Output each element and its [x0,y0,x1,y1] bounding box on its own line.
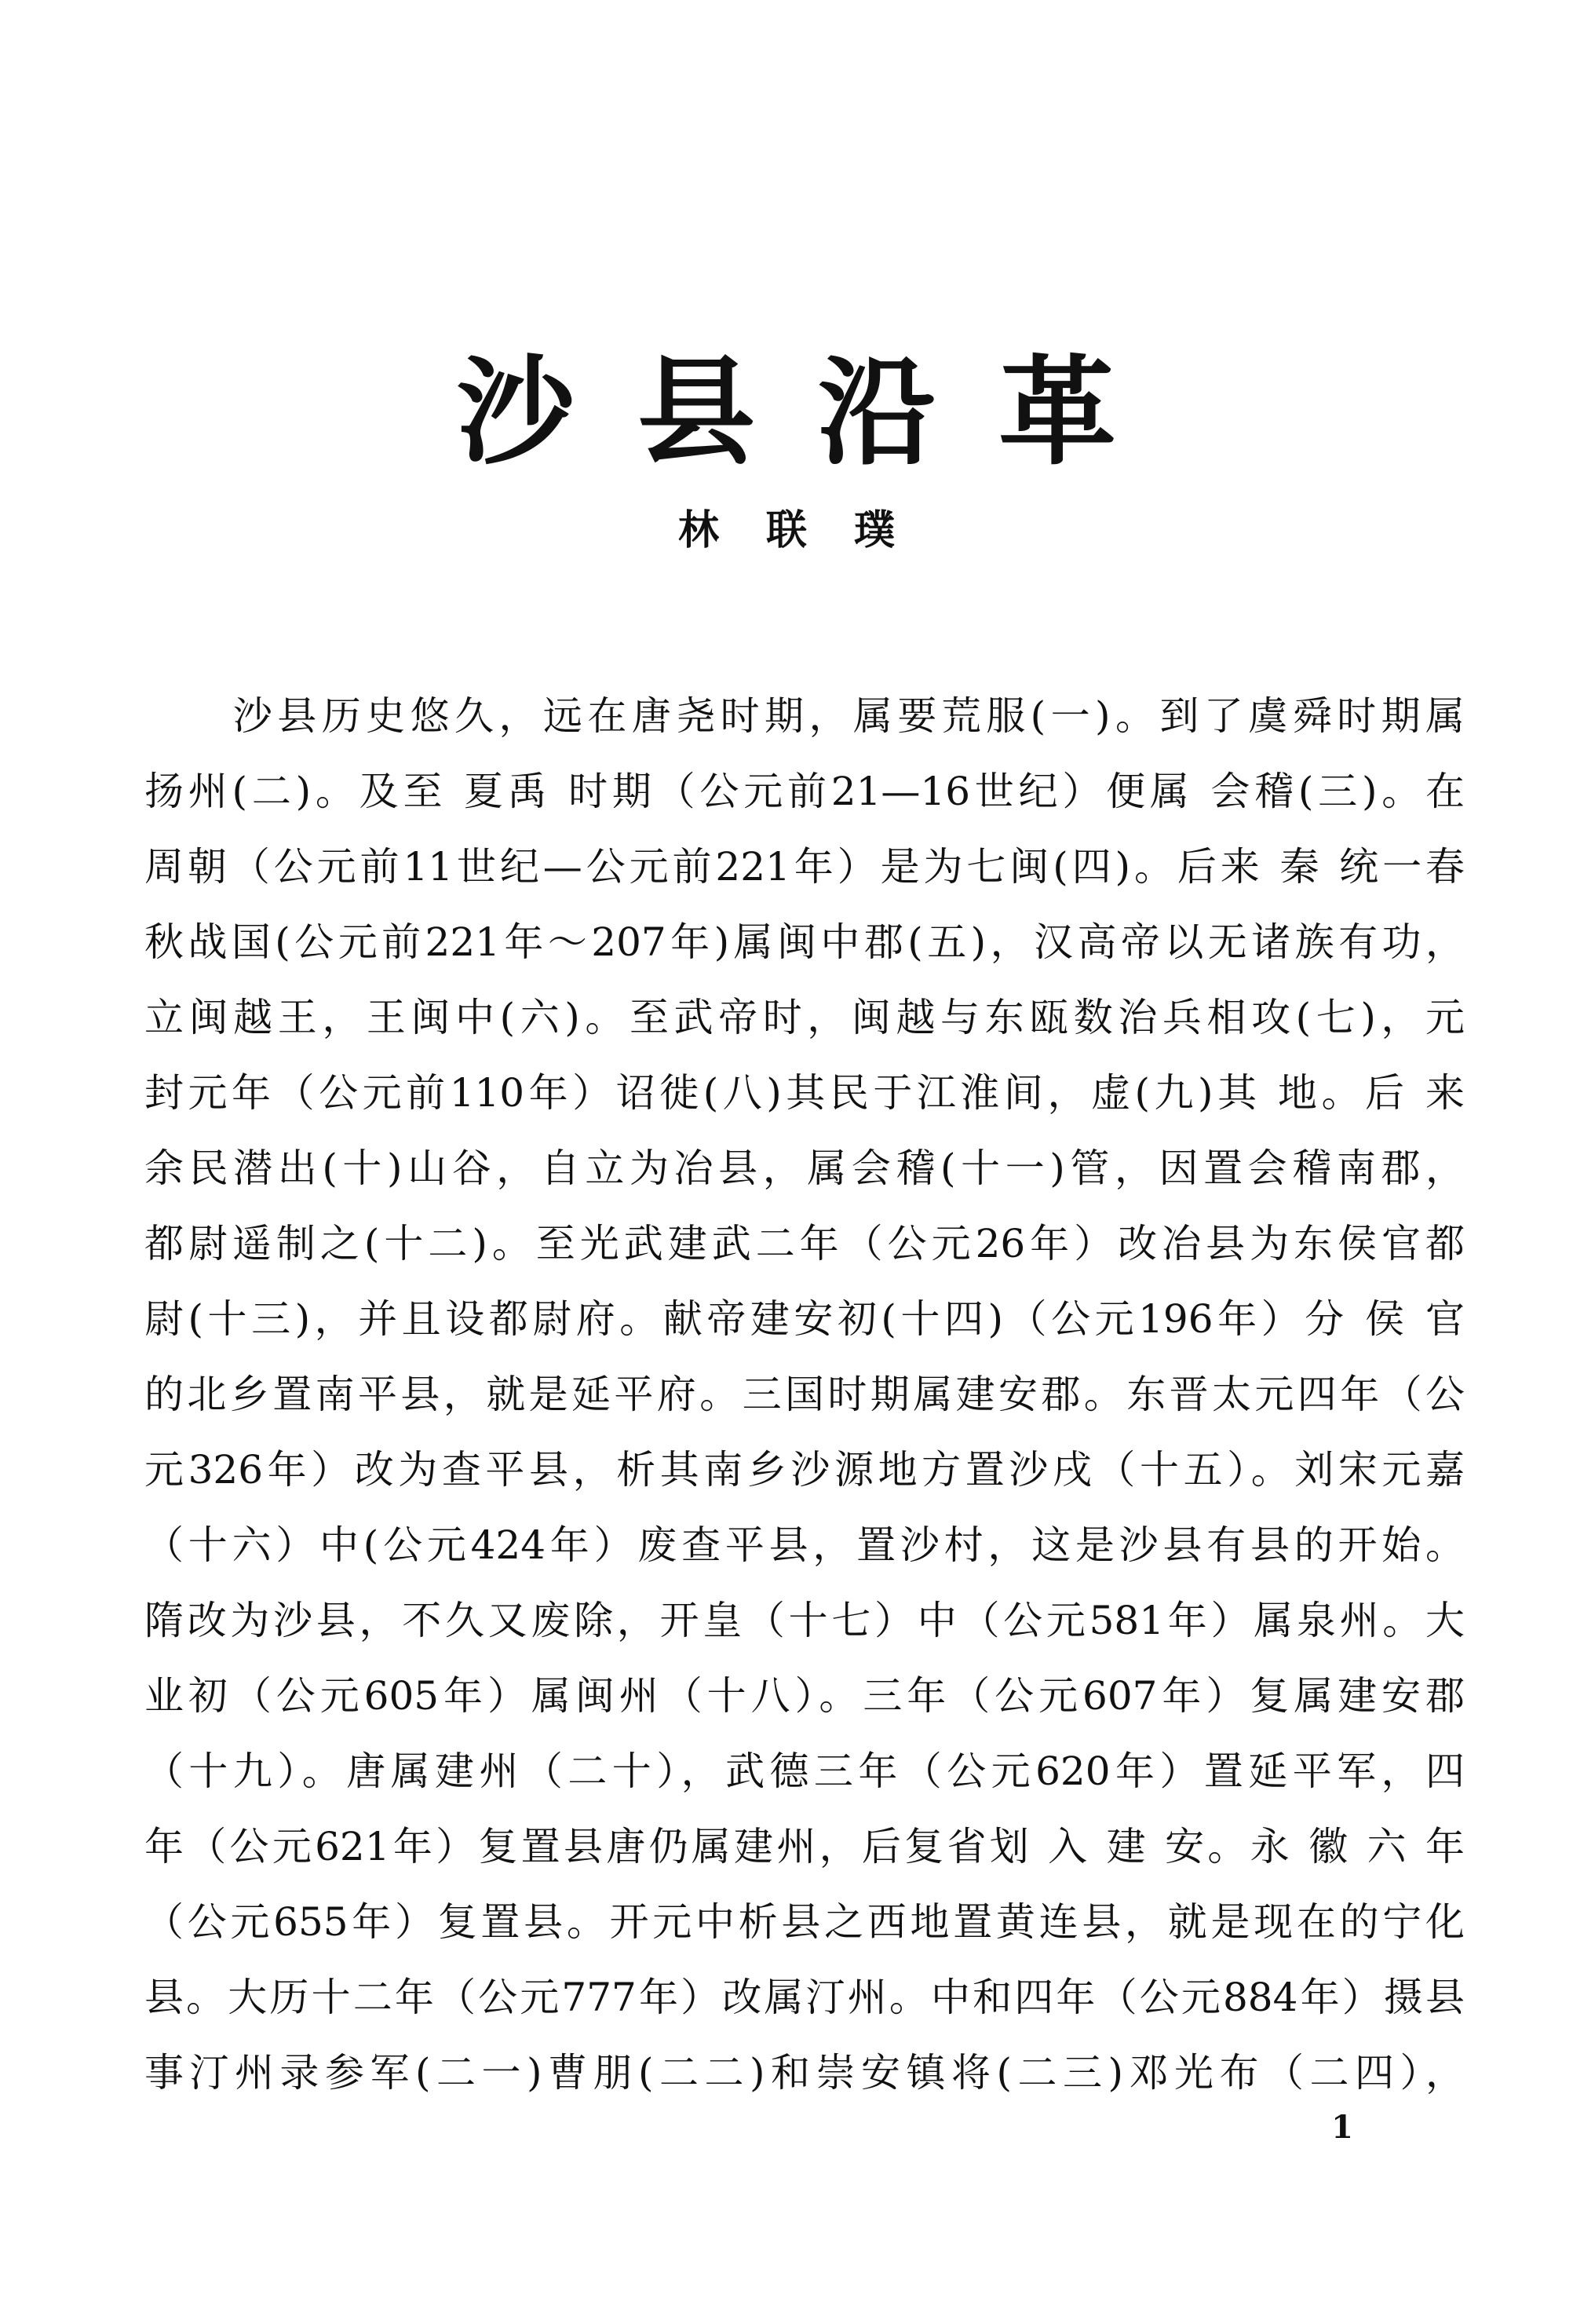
body-text [144,678,1465,2110]
body-line: （公元655年）复置县。开元中析县之西地置黄连县，就是现在的宁化 [144,1899,1465,1945]
body-line: 余民潜出(十)山谷，自立为冶县，属会稽(十一)管，因置会稽南郡， [144,1146,1465,1191]
body-line: 都尉遥制之(十二)。至光武建武二年（公元26年）改冶县为东侯官都 [144,1221,1465,1266]
body-line: 周朝（公元前11世纪—公元前221年）是为七闽(四)。后来 秦 统一春 [144,844,1465,890]
body-line: 年（公元621年）复置县唐仍属建州，后复省划 入 建 安。永 徽 六 年 [144,1824,1465,1869]
body-line: 封元年（公元前110年）诏徙(八)其民于江淮间，虚(九)其 地。后 来 [144,1070,1465,1116]
body-line: 尉(十三)，并且设都尉府。献帝建安初(十四)（公元196年）分 侯 官 [144,1296,1465,1342]
author-name: 林联璞 [677,506,942,554]
body-line: 扬州(二)。及至 夏禹 时期（公元前21—16世纪）便属 会稽(三)。在 [144,769,1465,814]
body-line: 县。大历十二年（公元777年）改属汀州。中和四年（公元884年）摄县 [144,1975,1465,2020]
body-line: 秋战国(公元前221年～207年)属闽中郡(五)，汉高帝以无诸族有功， [144,919,1465,965]
body-line: （十九）。唐属建州（二十），武德三年（公元620年）置延平军，四 [144,1748,1465,1794]
body-line: 元326年）改为查平县，析其南乡沙源地方置沙戌（十五）。刘宋元嘉 [144,1447,1465,1493]
body-line: 业初（公元605年）属闽州（十八）。三年（公元607年）复属建安郡 [144,1673,1465,1719]
body-line: 立闽越王，王闽中(六)。至武帝时，闽越与东瓯数治兵相攻(七)，元 [144,995,1465,1040]
body-line: 隋改为沙县，不久又废除，开皇（十七）中（公元581年）属泉州。大 [144,1598,1465,1643]
body-line: 事汀州录参军(二一)曹朋(二二)和崇安镇将(二三)邓光布（二四）， [144,2050,1465,2096]
body-line: （十六）中(公元424年）废查平县，置沙村，这是沙县有县的开始。 [144,1522,1465,1568]
page-number: 1 [1331,2109,1353,2146]
body-line: 的北乡置南平县，就是延平府。三国时期属建安郡。东晋太元四年（公 [144,1372,1465,1417]
page-title: 沙县沿革 [456,343,1179,481]
body-line: 沙县历史悠久，远在唐尧时期，属要荒服(一)。到了虞舜时期属 [144,693,1465,739]
